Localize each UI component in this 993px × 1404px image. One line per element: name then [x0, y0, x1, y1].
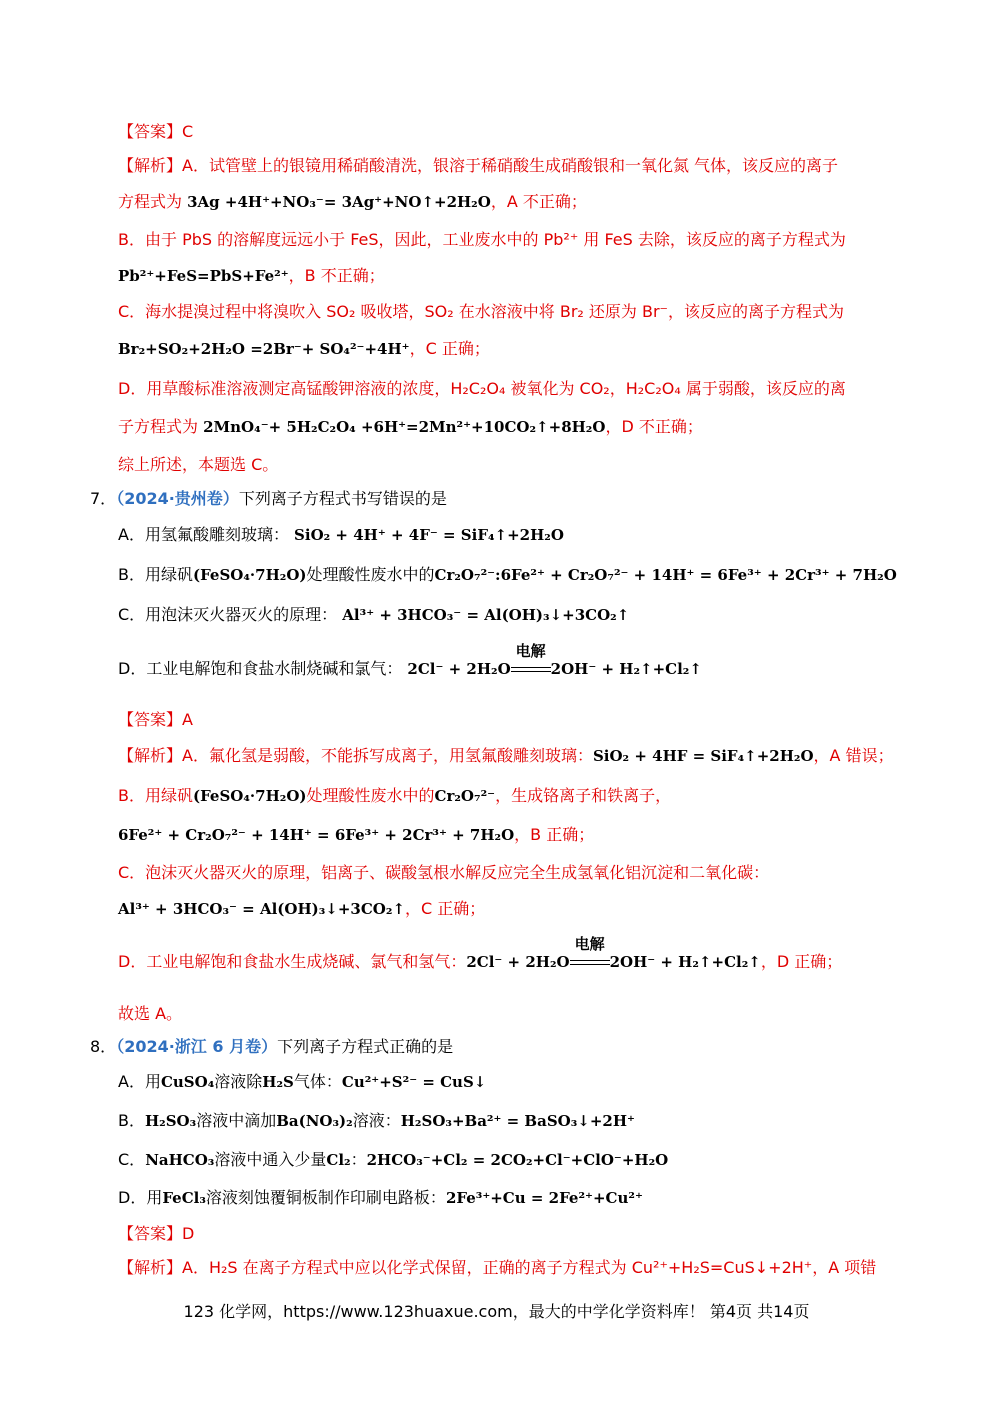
formula: 2Cl⁻ + 2H₂O [466, 953, 570, 971]
text: B．用绿矾 [118, 786, 193, 805]
formula: 2HCO₃⁻+Cl₂ = 2CO₂+Cl⁻+ClO⁻+H₂O [366, 1151, 669, 1169]
explanation-7-b-line1 [118, 785, 671, 807]
explanation-6-a-line2 [118, 191, 587, 213]
formula: 6Fe²⁺ + Cr₂O₇²⁻ + 14H⁺ = 6Fe³⁺ + 2Cr³⁺ + 7H₂O [118, 826, 515, 844]
explanation-6-summary: 综上所述，本题选 C。 [118, 455, 279, 474]
explanation-6-c-line2 [118, 338, 490, 360]
text: ，A 不正确； [490, 192, 587, 211]
question-source: （2024·浙江 6 月卷） [116, 1037, 278, 1056]
text: D．工业电解饱和食盐水生成烧碱、氯气和氢气： [118, 952, 467, 971]
question-8-stem [90, 1036, 453, 1058]
question-text: 下列离子方程式书写错误的是 [238, 489, 447, 508]
explanation-8-a: 【解析】A．H₂S 在离子方程式中应以化学式保留，正确的离子方程式为 Cu²⁺+H₂S=CuS↓+2H⁺，A 项错 [118, 1258, 877, 1277]
explanation-7-a [118, 745, 894, 767]
text: 方程式为 [118, 192, 183, 211]
explanation-6-d-line2 [118, 416, 703, 438]
formula: H₂SO₃ [144, 1112, 197, 1130]
footer-site-text: 123 化学网，https://www.123huaxue.com，最大的中学化学资料库！ [183, 1302, 705, 1321]
option-text: 处理酸性废水中的 [306, 565, 435, 584]
question-number: 7． [90, 489, 117, 508]
option-text: A．用 [118, 1072, 161, 1091]
formula: (FeSO₄·7H₂O) [192, 566, 307, 584]
option-text: 溶液中滴加 [196, 1111, 277, 1130]
option-text: B．用绿矾 [118, 565, 193, 584]
option-text: 气体： [293, 1072, 342, 1091]
formula: NaHCO₃ [145, 1151, 215, 1169]
text: ，D 不正确； [605, 417, 703, 436]
formula: H₂S [262, 1073, 294, 1091]
formula: Cu²⁺+S²⁻ = CuS↓ [341, 1073, 487, 1091]
question-8-option-d [118, 1187, 643, 1209]
text: ，C 正确； [405, 899, 486, 918]
question-7-option-a [118, 524, 564, 546]
option-text: C．用泡沫灭火器灭火的原理： [118, 605, 338, 624]
formula: SiO₂ + 4HF = SiF₄↑+2H₂O [592, 747, 814, 765]
formula: 2OH⁻ + H₂↑+Cl₂↑ [550, 660, 702, 678]
formula: FeCl₃ [162, 1189, 206, 1207]
electrolysis-equals-sign [511, 642, 551, 680]
question-7-option-b [118, 564, 897, 586]
question-8-option-c [118, 1149, 668, 1171]
explanation-6-b-line2 [118, 265, 385, 287]
question-number: 8． [90, 1037, 117, 1056]
answer-8: 【答案】D [118, 1224, 195, 1243]
text: ，A 错误； [813, 746, 894, 765]
page-footer [0, 1299, 993, 1322]
explanation-7-b-line2 [118, 824, 594, 846]
explanation-6-c-line1: C．海水提溴过程中将溴吹入 SO₂ 吸收塔，SO₂ 在水溶液中将 Br₂ 还原为 Br⁻，该反应的离子方程式为 [118, 302, 844, 321]
option-text: 溶液： [352, 1111, 401, 1130]
condition-label: 电解 [515, 642, 546, 660]
formula: 2Fe³⁺+Cu = 2Fe²⁺+Cu²⁺ [445, 1189, 643, 1207]
option-text: ： [350, 1150, 367, 1169]
question-8-option-b [118, 1110, 635, 1132]
explanation-7-d [118, 935, 843, 973]
formula: Cr₂O₇²⁻:6Fe²⁺ + Cr₂O₇²⁻ + 14H⁺ = 6Fe³⁺ + 2Cr³⁺ + 7H₂O [434, 566, 897, 584]
explanation-7-summary: 故选 A。 [118, 1004, 183, 1023]
formula: Br₂+SO₂+2H₂O =2Br⁻+ SO₄²⁻+4H⁺ [118, 340, 410, 358]
explanation-6-d-line1: D．用草酸标准溶液测定高锰酸钾溶液的浓度，H₂C₂O₄ 被氧化为 CO₂，H₂C₂O₄ 属于弱酸，该反应的离 [118, 379, 846, 398]
formula: 2MnO₄⁻+ 5H₂C₂O₄ +6H⁺=2Mn²⁺+10CO₂↑+8H₂O [203, 418, 606, 436]
formula: CuSO₄ [160, 1073, 215, 1091]
question-source: （2024·贵州卷） [116, 489, 239, 508]
formula: (FeSO₄·7H₂O) [192, 787, 307, 805]
explanation-6-b-line1: B．由于 PbS 的溶解度远远小于 FeS，因此，工业废水中的 Pb²⁺ 用 FeS 去除，该反应的离子方程式为 [118, 230, 846, 249]
text: ，B 正确； [514, 825, 595, 844]
option-text: 溶液刻蚀覆铜板制作印刷电路板： [205, 1188, 446, 1207]
question-7-option-d [118, 642, 702, 680]
formula: Cr₂O₇²⁻ [434, 787, 496, 805]
question-7-stem [90, 488, 447, 510]
text: ，C 正确； [409, 339, 490, 358]
option-text: 溶液中通入少量 [214, 1150, 327, 1169]
option-text: A．用氢氟酸雕刻玻璃： [118, 525, 289, 544]
formula: 2OH⁻ + H₂↑+Cl₂↑ [609, 953, 761, 971]
formula: Al³⁺ + 3HCO₃⁻ = Al(OH)₃↓+3CO₂↑ [118, 900, 406, 918]
explanation-7-c-line1: C．泡沫灭火器灭火的原理，铝离子、碳酸氢根水解反应完全生成氢氧化铝沉淀和二氧化碳： [118, 863, 770, 882]
answer-6: 【答案】C [118, 122, 194, 141]
formula: 2Cl⁻ + 2H₂O [407, 660, 511, 678]
formula: H₂SO₃+Ba²⁺ = BaSO₃↓+2H⁺ [400, 1112, 635, 1130]
text: ，D 正确； [760, 952, 843, 971]
formula: 3Ag +4H⁺+NO₃⁻= 3Ag⁺+NO↑+2H₂O [187, 193, 491, 211]
formula: Ba(NO₃)₂ [276, 1112, 353, 1130]
formula: Pb²⁺+FeS=PbS+Fe²⁺ [118, 267, 289, 285]
formula: Al³⁺ + 3HCO₃⁻ = Al(OH)₃↓+3CO₂↑ [342, 606, 630, 624]
option-text: 溶液除 [214, 1072, 263, 1091]
text: 处理酸性废水中的 [306, 786, 435, 805]
question-8-option-a [118, 1071, 486, 1093]
text: 子方程式为 [118, 417, 199, 436]
option-text: C． [118, 1150, 146, 1169]
option-text: D．工业电解饱和食盐水制烧碱和氯气： [118, 659, 403, 678]
electrolysis-equals-sign [570, 935, 610, 973]
question-7-option-c [118, 604, 629, 626]
answer-7: 【答案】A [118, 710, 193, 729]
text: 【解析】A．氟化氢是弱酸，不能拆写成离子，用氢氟酸雕刻玻璃： [118, 746, 593, 765]
option-text: D．用 [118, 1188, 163, 1207]
formula: Cl₂ [326, 1151, 351, 1169]
footer-page-number: 第4页 共14页 [709, 1302, 810, 1321]
option-text: B． [118, 1111, 145, 1130]
text: ，B 不正确； [288, 266, 385, 285]
question-text: 下列离子方程式正确的是 [277, 1037, 454, 1056]
formula: SiO₂ + 4H⁺ + 4F⁻ = SiF₄↑+2H₂O [294, 526, 564, 544]
explanation-6-a-line1: 【解析】A．试管壁上的银镜用稀硝酸清洗，银溶于稀硝酸生成硝酸银和一氧化氮 气体，该反应的离子 [118, 156, 839, 175]
condition-label: 电解 [574, 935, 605, 953]
explanation-7-c-line2 [118, 898, 485, 920]
text: ，生成铬离子和铁离子， [495, 786, 672, 805]
